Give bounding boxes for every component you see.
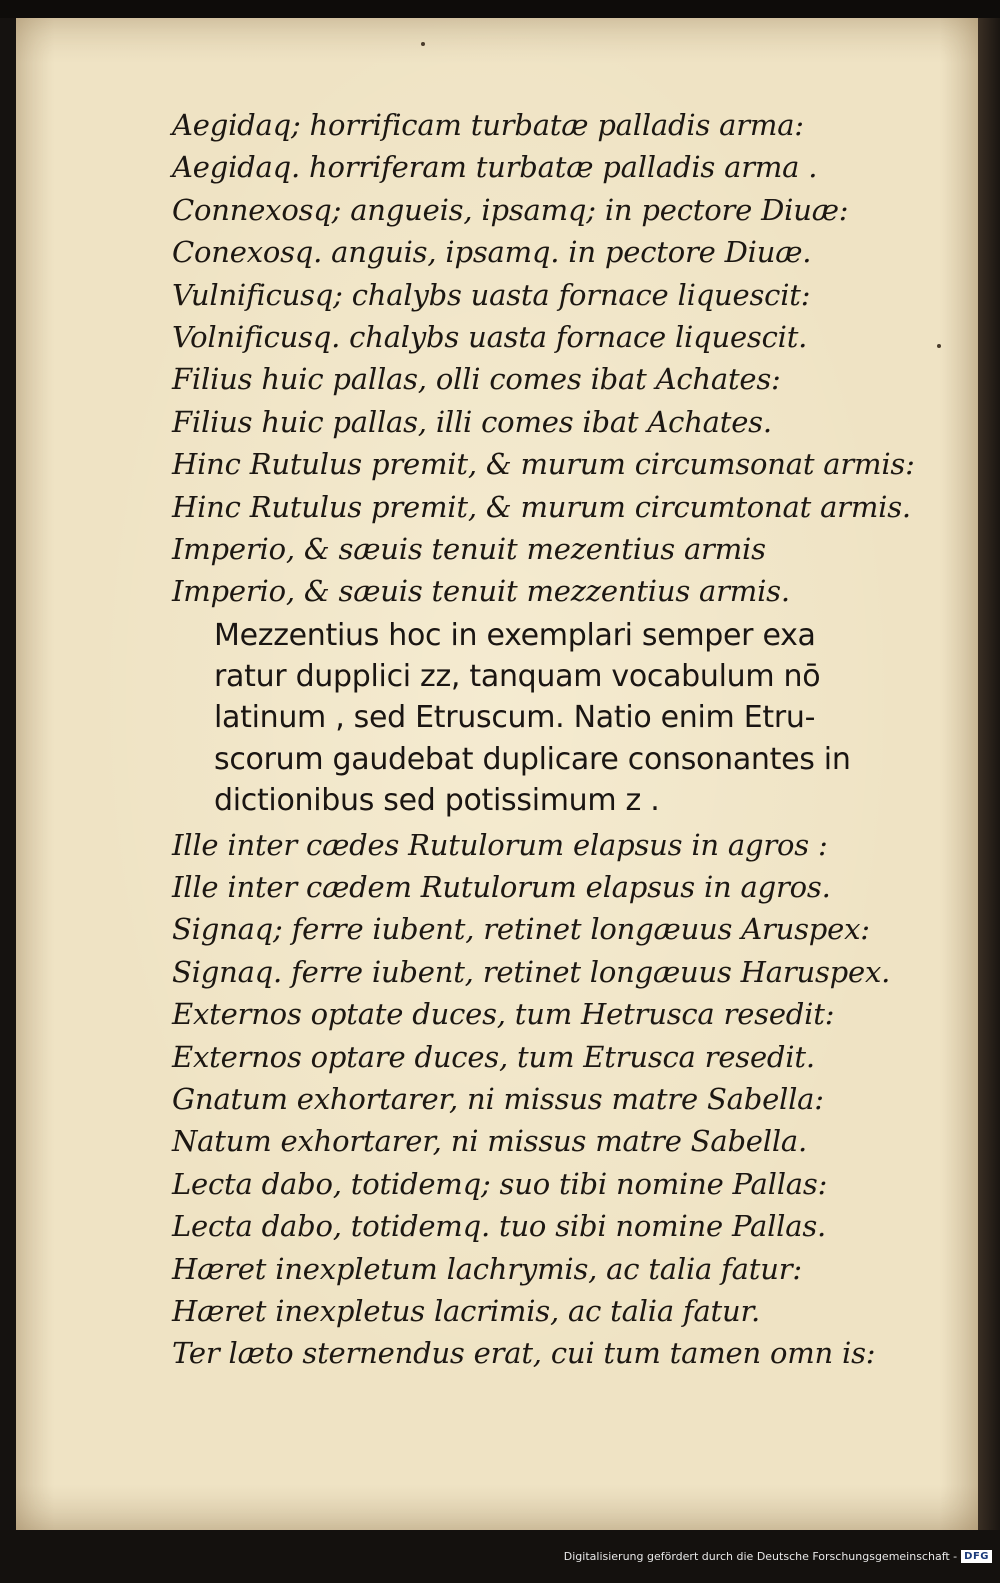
verse-line: Ille inter cædes Rutulorum elapsus in agros : (172, 827, 828, 862)
commentary-line: latinum , sed Etruscum. Natio enim Etru- (214, 700, 816, 736)
verse-group-1 (172, 104, 932, 613)
verse-line: Gnatum exhortarer, ni missus matre Sabella: (172, 1081, 824, 1116)
verse-line: Lecta dabo, totidemq; suo tibi nomine Pallas: (172, 1166, 828, 1201)
verse-line: Filius huic pallas, olli comes ibat Achates: (172, 362, 781, 397)
verse-line: Externos optate duces, tum Hetrusca resedit: (172, 997, 835, 1032)
credit-text: Digitalisierung gefördert durch die Deutsche Forschungsgemeinschaft - (563, 1550, 958, 1563)
digitization-credit (564, 1550, 992, 1563)
verse-line: Externos optare duces, tum Etrusca resedit. (172, 1039, 815, 1074)
verse-line: Vulnificusq; chalybs uasta fornace liquescit: (172, 277, 811, 312)
verse-line: Hæret inexpletum lachrymis, ac talia fatur: (172, 1251, 802, 1286)
ink-speck (937, 344, 941, 348)
verse-line: Volnificusq. chalybs uasta fornace liquescit. (172, 319, 808, 354)
verse-line: Imperio, & sæuis tenuit mezzentius armis. (172, 574, 790, 609)
verse-line: Ille inter cædem Rutulorum elapsus in agros. (172, 870, 831, 905)
book-gutter (978, 18, 1000, 1530)
commentary-line: dictionibus sed potissimum z . (214, 783, 660, 819)
verse-group-2 (172, 824, 932, 1375)
commentary-line: scorum gaudebat duplicare consonantes in (214, 741, 851, 777)
verse-line: Conexosq. anguis, ipsamq. in pectore Diuæ. (172, 235, 812, 270)
verse-line: Aegidaq. horriferam turbatæ palladis arma . (172, 150, 818, 185)
verse-line: Aegidaq; horrificam turbatæ palladis arma: (172, 108, 804, 142)
verse-line: Signaq. ferre iubent, retinet longæuus Haruspex. (172, 954, 891, 989)
dfg-logo: DFG (961, 1550, 992, 1563)
commentary-line: ratur dupplici zz, tanquam vocabulum nō (214, 659, 821, 695)
verse-line: Hæret inexpletus lacrimis, ac talia fatur. (172, 1293, 760, 1328)
page-text (172, 104, 932, 1375)
verse-line: Hinc Rutulus premit, & murum circumsonat armis: (172, 447, 915, 482)
commentary-note (214, 615, 914, 822)
verse-line: Hinc Rutulus premit, & murum circumtonat armis. (172, 489, 911, 524)
verse-line: Signaq; ferre iubent, retinet longæuus Aruspex: (172, 912, 870, 947)
commentary-line: Mezzentius hoc in exemplari semper exa (214, 617, 816, 653)
verse-line: Filius huic pallas, illi comes ibat Achates. (172, 404, 772, 439)
ink-speck (421, 42, 425, 46)
verse-line: Lecta dabo, totidemq. tuo sibi nomine Pallas. (172, 1209, 827, 1244)
verse-line: Imperio, & sæuis tenuit mezentius armis (172, 531, 766, 566)
verse-line: Ter læto sternendus erat, cui tum tamen omn is: (172, 1336, 876, 1371)
verse-line: Natum exhortarer, ni missus matre Sabella. (172, 1124, 808, 1159)
scan-top-border (0, 0, 1000, 18)
verse-line: Connexosq; angueis, ipsamq; in pectore Diuæ: (172, 192, 849, 227)
